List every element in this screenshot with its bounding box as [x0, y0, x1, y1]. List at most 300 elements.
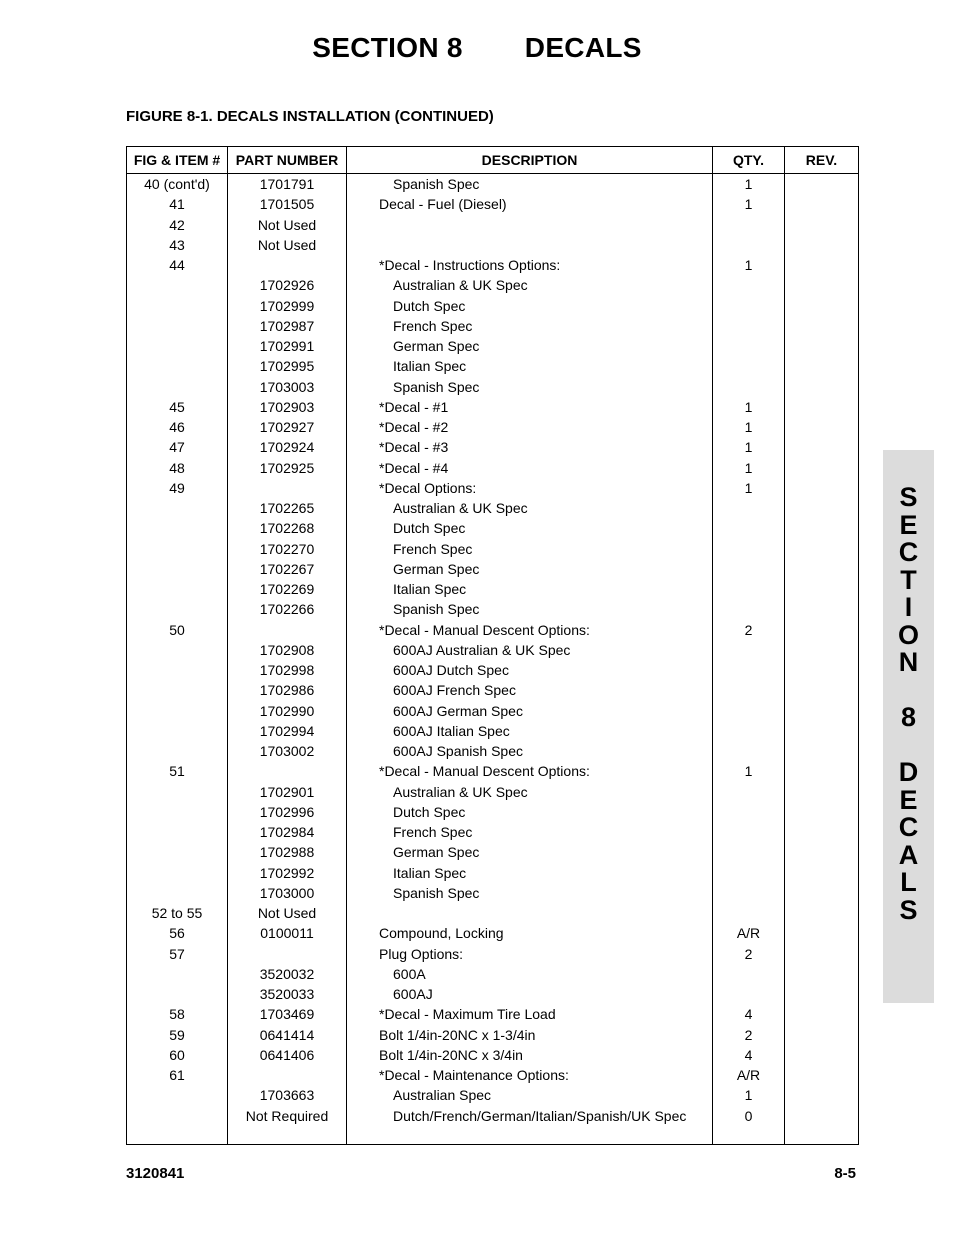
qty-cell [713, 296, 785, 316]
rev-cell [785, 1085, 859, 1105]
part-number-cell [228, 944, 347, 964]
rev-cell [785, 539, 859, 559]
table-row [127, 599, 859, 619]
item-cell: 40 (cont'd) [127, 174, 228, 195]
table-row [127, 336, 859, 356]
rev-cell [785, 296, 859, 316]
part-number-cell: 1702924 [228, 437, 347, 457]
rev-cell [785, 782, 859, 802]
section-side-tab [883, 450, 934, 1003]
part-number-cell: 0641406 [228, 1045, 347, 1065]
description-cell: French Spec [347, 539, 713, 559]
table-row [127, 741, 859, 761]
qty-cell: 1 [713, 194, 785, 214]
part-number-cell: 1702991 [228, 336, 347, 356]
description-cell: Dutch/French/German/Italian/Spanish/UK Spec [347, 1106, 713, 1145]
description-cell: 600AJ French Spec [347, 680, 713, 700]
part-number-cell [228, 255, 347, 275]
rev-cell [785, 1025, 859, 1045]
qty-cell: 4 [713, 1045, 785, 1065]
qty-cell: 1 [713, 437, 785, 457]
table-row [127, 620, 859, 640]
qty-cell: 4 [713, 1004, 785, 1024]
side-tab-letter: L [900, 867, 917, 897]
part-number-cell: 3520033 [228, 984, 347, 1004]
item-cell: 61 [127, 1065, 228, 1085]
item-cell: 49 [127, 478, 228, 498]
table-row [127, 680, 859, 700]
rev-cell [785, 903, 859, 923]
qty-cell: 1 [713, 478, 785, 498]
table-row [127, 721, 859, 741]
part-number-cell [228, 761, 347, 781]
part-number-cell: 1702998 [228, 660, 347, 680]
item-cell: 42 [127, 215, 228, 235]
description-cell: Spanish Spec [347, 883, 713, 903]
table-row [127, 782, 859, 802]
item-cell: 45 [127, 397, 228, 417]
qty-cell [713, 782, 785, 802]
table-row [127, 1065, 859, 1085]
section-name: DECALS [524, 32, 642, 63]
part-number-cell [228, 478, 347, 498]
description-cell: 600AJ Spanish Spec [347, 741, 713, 761]
rev-cell [785, 275, 859, 295]
part-number-cell: 1702990 [228, 701, 347, 721]
table-row [127, 1025, 859, 1045]
part-number-cell: 1702270 [228, 539, 347, 559]
rev-cell [785, 478, 859, 498]
description-cell: Spanish Spec [347, 377, 713, 397]
item-cell: 48 [127, 458, 228, 478]
item-cell [127, 518, 228, 538]
qty-cell [713, 235, 785, 255]
table-row [127, 539, 859, 559]
table-row [127, 1106, 859, 1145]
rev-cell [785, 984, 859, 1004]
description-cell: *Decal - Maximum Tire Load [347, 1004, 713, 1024]
qty-cell: 1 [713, 397, 785, 417]
part-number-cell: 1702908 [228, 640, 347, 660]
rev-cell [785, 863, 859, 883]
description-cell: Australian & UK Spec [347, 782, 713, 802]
rev-cell [785, 397, 859, 417]
part-number-cell: 1702925 [228, 458, 347, 478]
qty-cell [713, 377, 785, 397]
column-header-part-number: PART NUMBER [228, 147, 347, 174]
qty-cell [713, 498, 785, 518]
description-cell: *Decal - Instructions Options: [347, 255, 713, 275]
rev-cell [785, 1004, 859, 1024]
part-number-cell: 1703003 [228, 377, 347, 397]
table-row [127, 215, 859, 235]
qty-cell [713, 316, 785, 336]
rev-cell [785, 620, 859, 640]
rev-cell [785, 802, 859, 822]
table-row [127, 377, 859, 397]
description-cell: Spanish Spec [347, 174, 713, 195]
part-number-cell: 1702984 [228, 822, 347, 842]
part-number-cell: 1702994 [228, 721, 347, 741]
table-row [127, 964, 859, 984]
item-cell [127, 275, 228, 295]
table-row [127, 296, 859, 316]
rev-cell [785, 498, 859, 518]
table-row [127, 478, 859, 498]
description-cell: 600AJ [347, 984, 713, 1004]
part-number-cell: 1702988 [228, 842, 347, 862]
qty-cell: 1 [713, 761, 785, 781]
description-cell: 600AJ Dutch Spec [347, 660, 713, 680]
item-cell: 52 to 55 [127, 903, 228, 923]
qty-cell [713, 721, 785, 741]
qty-cell [713, 863, 785, 883]
rev-cell [785, 255, 859, 275]
description-cell: Decal - Fuel (Diesel) [347, 194, 713, 214]
table-row [127, 863, 859, 883]
item-cell [127, 640, 228, 660]
part-number-cell: 0641414 [228, 1025, 347, 1045]
qty-cell: 1 [713, 174, 785, 195]
qty-cell [713, 518, 785, 538]
qty-cell: A/R [713, 923, 785, 943]
rev-cell [785, 964, 859, 984]
description-cell: Australian & UK Spec [347, 498, 713, 518]
item-cell [127, 863, 228, 883]
table-row [127, 458, 859, 478]
description-cell: *Decal - #4 [347, 458, 713, 478]
part-number-cell: Not Used [228, 215, 347, 235]
rev-cell [785, 235, 859, 255]
item-cell: 46 [127, 417, 228, 437]
part-number-cell: 1702999 [228, 296, 347, 316]
item-cell [127, 883, 228, 903]
part-number-cell: 3520032 [228, 964, 347, 984]
part-number-cell: 1701791 [228, 174, 347, 195]
description-cell: *Decal Options: [347, 478, 713, 498]
rev-cell [785, 660, 859, 680]
part-number-cell: Not Used [228, 235, 347, 255]
part-number-cell: 1703663 [228, 1085, 347, 1105]
table-row [127, 559, 859, 579]
table-header-row [127, 147, 859, 174]
table-row [127, 1004, 859, 1024]
part-number-cell: 1702903 [228, 397, 347, 417]
rev-cell [785, 377, 859, 397]
qty-cell [713, 579, 785, 599]
description-cell: Bolt 1/4in-20NC x 1-3/4in [347, 1025, 713, 1045]
table-row [127, 518, 859, 538]
rev-cell [785, 1065, 859, 1085]
qty-cell [713, 660, 785, 680]
item-cell [127, 984, 228, 1004]
part-number-cell: 1702267 [228, 559, 347, 579]
qty-cell: 1 [713, 1085, 785, 1105]
part-number-cell: 1703002 [228, 741, 347, 761]
item-cell [127, 842, 228, 862]
rev-cell [785, 701, 859, 721]
item-cell [127, 559, 228, 579]
part-number-cell: 1703469 [228, 1004, 347, 1024]
rev-cell [785, 336, 859, 356]
section-label: SECTION 8 [312, 32, 463, 63]
description-cell: *Decal - #1 [347, 397, 713, 417]
table-row [127, 356, 859, 376]
item-cell [127, 296, 228, 316]
part-number-cell: 1702266 [228, 599, 347, 619]
part-number-cell: 1703000 [228, 883, 347, 903]
qty-cell: 1 [713, 255, 785, 275]
table-row [127, 944, 859, 964]
item-cell: 58 [127, 1004, 228, 1024]
table-row [127, 640, 859, 660]
qty-cell [713, 336, 785, 356]
item-cell [127, 701, 228, 721]
description-cell: Australian & UK Spec [347, 275, 713, 295]
rev-cell [785, 599, 859, 619]
rev-cell [785, 640, 859, 660]
table-row [127, 275, 859, 295]
rev-cell [785, 356, 859, 376]
item-cell [127, 316, 228, 336]
description-cell: 600AJ Australian & UK Spec [347, 640, 713, 660]
item-cell: 44 [127, 255, 228, 275]
table-row [127, 903, 859, 923]
part-number-cell: Not Required [228, 1106, 347, 1145]
description-cell [347, 903, 713, 923]
qty-cell [713, 984, 785, 1004]
part-number-cell: 1702268 [228, 518, 347, 538]
side-tab-letter: 8 [900, 702, 917, 732]
rev-cell [785, 842, 859, 862]
qty-cell [713, 356, 785, 376]
column-header-description: DESCRIPTION [347, 147, 713, 174]
description-cell: German Spec [347, 842, 713, 862]
qty-cell [713, 964, 785, 984]
description-cell: French Spec [347, 822, 713, 842]
rev-cell [785, 559, 859, 579]
rev-cell [785, 923, 859, 943]
column-header-qty: QTY. [713, 147, 785, 174]
part-number-cell [228, 1065, 347, 1085]
description-cell: Compound, Locking [347, 923, 713, 943]
rev-cell [785, 721, 859, 741]
item-cell [127, 721, 228, 741]
column-header-rev: REV. [785, 147, 859, 174]
rev-cell [785, 194, 859, 214]
rev-cell [785, 1045, 859, 1065]
side-tab-letter: S [899, 894, 918, 925]
side-tab-letter: E [899, 784, 918, 815]
qty-cell [713, 883, 785, 903]
table-row [127, 842, 859, 862]
qty-cell: 1 [713, 458, 785, 478]
description-cell: Dutch Spec [347, 802, 713, 822]
item-cell: 56 [127, 923, 228, 943]
description-cell: French Spec [347, 316, 713, 336]
item-cell: 50 [127, 620, 228, 640]
part-number-cell: Not Used [228, 903, 347, 923]
description-cell: Dutch Spec [347, 296, 713, 316]
rev-cell [785, 518, 859, 538]
description-cell: Italian Spec [347, 356, 713, 376]
parts-table [126, 146, 859, 1145]
table-row [127, 701, 859, 721]
qty-cell [713, 539, 785, 559]
qty-cell: A/R [713, 1065, 785, 1085]
part-number-cell: 1702992 [228, 863, 347, 883]
item-cell [127, 599, 228, 619]
item-cell [127, 356, 228, 376]
qty-cell: 2 [713, 1025, 785, 1045]
part-number-cell: 0100011 [228, 923, 347, 943]
table-row [127, 923, 859, 943]
part-number-cell: 1702986 [228, 680, 347, 700]
part-number-cell: 1702927 [228, 417, 347, 437]
part-number-cell: 1702996 [228, 802, 347, 822]
table-row [127, 316, 859, 336]
item-cell [127, 539, 228, 559]
qty-cell [713, 559, 785, 579]
table-row [127, 255, 859, 275]
part-number-cell: 1702995 [228, 356, 347, 376]
description-cell: *Decal - #2 [347, 417, 713, 437]
rev-cell [785, 316, 859, 336]
description-cell: Plug Options: [347, 944, 713, 964]
description-cell [347, 215, 713, 235]
item-cell [127, 660, 228, 680]
page-number: 8-5 [834, 1165, 856, 1182]
rev-cell [785, 761, 859, 781]
qty-cell [713, 599, 785, 619]
item-cell: 60 [127, 1045, 228, 1065]
side-tab-letter: I [904, 592, 913, 622]
description-cell: German Spec [347, 559, 713, 579]
side-tab-letter: A [898, 839, 919, 870]
rev-cell [785, 458, 859, 478]
part-number-cell: 1702901 [228, 782, 347, 802]
item-cell [127, 579, 228, 599]
table-row [127, 397, 859, 417]
description-cell: *Decal - Manual Descent Options: [347, 761, 713, 781]
rev-cell [785, 680, 859, 700]
side-tab-letter: D [898, 757, 919, 787]
column-header-item: FIG & ITEM # [127, 147, 228, 174]
item-cell [127, 377, 228, 397]
item-cell [127, 1106, 228, 1145]
side-tab-letter: N [898, 647, 919, 677]
table-row [127, 174, 859, 195]
qty-cell: 0 [713, 1106, 785, 1145]
table-row [127, 984, 859, 1004]
rev-cell [785, 579, 859, 599]
qty-cell: 1 [713, 417, 785, 437]
table-row [127, 883, 859, 903]
document-number: 3120841 [126, 1165, 185, 1182]
figure-title: FIGURE 8-1. DECALS INSTALLATION (CONTINUED) [126, 108, 494, 125]
description-cell: *Decal - Manual Descent Options: [347, 620, 713, 640]
table-row [127, 1045, 859, 1065]
item-cell: 51 [127, 761, 228, 781]
item-cell: 47 [127, 437, 228, 457]
side-tab-letter: O [897, 619, 919, 650]
description-cell: 600AJ Italian Spec [347, 721, 713, 741]
item-cell: 59 [127, 1025, 228, 1045]
qty-cell [713, 680, 785, 700]
part-number-cell: 1702926 [228, 275, 347, 295]
qty-cell [713, 640, 785, 660]
description-cell: *Decal - #3 [347, 437, 713, 457]
part-number-cell: 1702987 [228, 316, 347, 336]
side-tab-letter: E [899, 509, 918, 540]
item-cell: 57 [127, 944, 228, 964]
item-cell [127, 498, 228, 518]
qty-cell [713, 822, 785, 842]
part-number-cell: 1701505 [228, 194, 347, 214]
rev-cell [785, 215, 859, 235]
item-cell [127, 964, 228, 984]
rev-cell [785, 944, 859, 964]
description-cell: 600A [347, 964, 713, 984]
item-cell: 43 [127, 235, 228, 255]
item-cell [127, 680, 228, 700]
qty-cell [713, 842, 785, 862]
rev-cell [785, 883, 859, 903]
item-cell [127, 782, 228, 802]
side-tab-letter: C [898, 537, 919, 567]
qty-cell [713, 701, 785, 721]
item-cell [127, 802, 228, 822]
rev-cell [785, 417, 859, 437]
rev-cell [785, 822, 859, 842]
item-cell [127, 1085, 228, 1105]
description-cell: Italian Spec [347, 579, 713, 599]
table-row [127, 1085, 859, 1105]
qty-cell [713, 275, 785, 295]
description-cell: Bolt 1/4in-20NC x 3/4in [347, 1045, 713, 1065]
table-row [127, 437, 859, 457]
side-tab-letter: S [899, 482, 918, 512]
item-cell [127, 741, 228, 761]
description-cell: *Decal - Maintenance Options: [347, 1065, 713, 1085]
side-tab-letter: C [898, 812, 919, 842]
table-row [127, 194, 859, 214]
qty-cell: 2 [713, 944, 785, 964]
description-cell [347, 235, 713, 255]
part-number-cell [228, 620, 347, 640]
item-cell [127, 822, 228, 842]
description-cell: Italian Spec [347, 863, 713, 883]
table-row [127, 235, 859, 255]
description-cell: Dutch Spec [347, 518, 713, 538]
rev-cell [785, 1106, 859, 1145]
table-row [127, 579, 859, 599]
table-row [127, 417, 859, 437]
table-row [127, 498, 859, 518]
table-row [127, 761, 859, 781]
part-number-cell: 1702265 [228, 498, 347, 518]
qty-cell [713, 215, 785, 235]
parts-table-body [127, 174, 859, 1145]
rev-cell [785, 174, 859, 195]
part-number-cell: 1702269 [228, 579, 347, 599]
table-row [127, 660, 859, 680]
qty-cell [713, 802, 785, 822]
side-tab-letter: T [900, 564, 917, 595]
rev-cell [785, 437, 859, 457]
rev-cell [785, 741, 859, 761]
item-cell [127, 336, 228, 356]
